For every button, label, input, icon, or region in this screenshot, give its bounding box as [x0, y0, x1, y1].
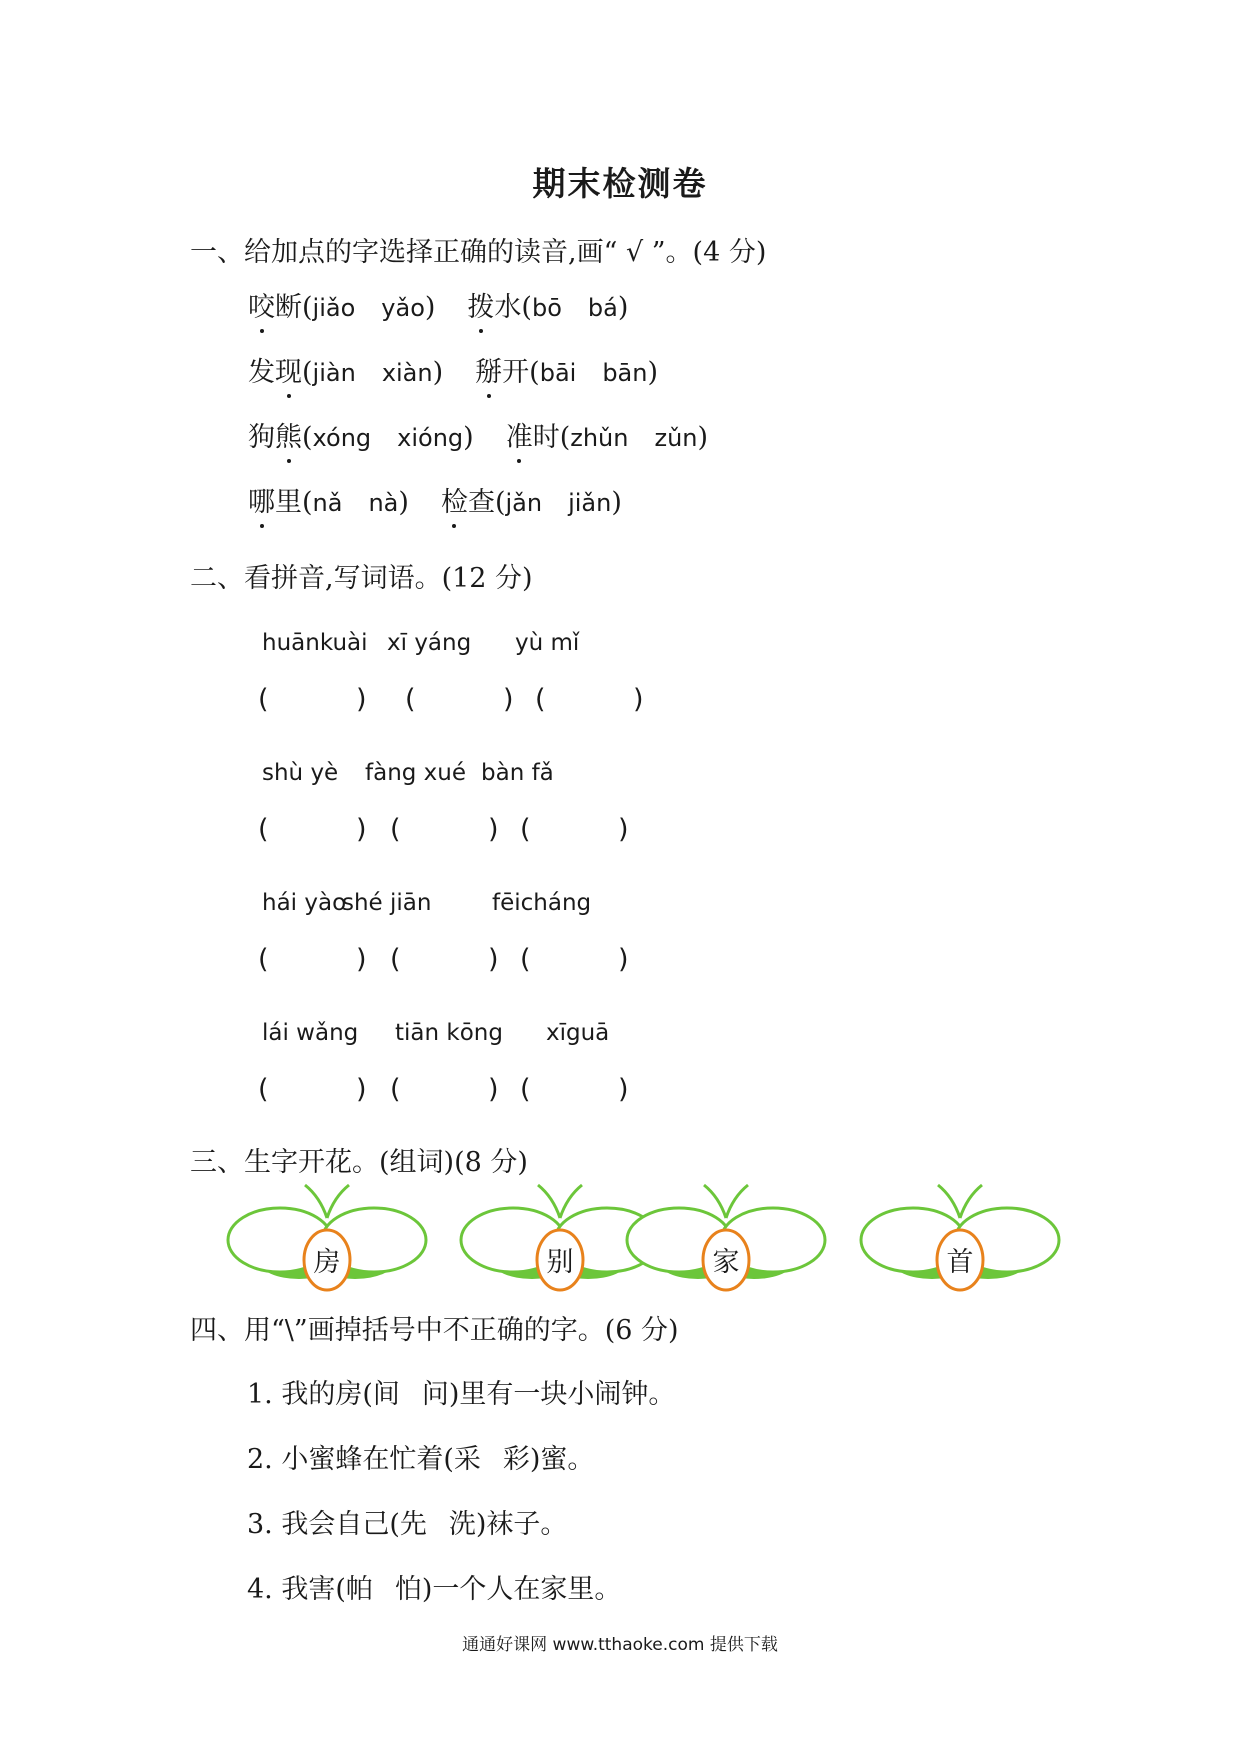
- q4-item-2: 2. 小蜜蜂在忙着(采 彩)蜜。: [247, 1444, 595, 1475]
- pinyin-word: hái yào: [262, 890, 347, 916]
- pinyin-word: bàn fǎ: [481, 760, 554, 786]
- q1-word: 准时: [505, 422, 560, 453]
- pinyin-word: shé jiān: [342, 890, 432, 916]
- pinyin-word: lái wǎng: [262, 1020, 359, 1046]
- flower-1: [228, 1185, 426, 1290]
- flower-4: [861, 1185, 1059, 1290]
- q1-row-1: 咬断(jiǎo yǎo) 拨水(bō bá): [248, 292, 629, 323]
- pinyin-word: tiān kōng: [395, 1020, 503, 1046]
- q4-item-4: 4. 我害(帕 怕)一个人在家里。: [247, 1574, 622, 1605]
- q2-heading: 二、看拼音,写词语。(12 分): [190, 563, 533, 594]
- q1-word: 狗熊: [248, 422, 302, 453]
- q1-word: 咬断: [248, 292, 302, 323]
- flower-char: 别: [546, 1247, 574, 1278]
- footer-source: 通通好课网 www.tthaoke.com 提供下载: [462, 1635, 778, 1655]
- flower-char: 房: [313, 1247, 341, 1278]
- pinyin-word: yù mǐ: [515, 630, 580, 656]
- flower-char: 首: [946, 1247, 974, 1278]
- q1-word: 掰开: [475, 357, 530, 388]
- q1-word: 拨水: [467, 292, 522, 323]
- pinyin-word: fēicháng: [492, 890, 592, 916]
- pinyin-word: xī yáng: [387, 630, 472, 656]
- q4-item-3: 3. 我会自己(先 洗)袜子。: [247, 1509, 568, 1540]
- q1-row-4: 哪里(nǎ nà) 检查(jǎn jiǎn): [248, 487, 622, 518]
- pinyin-word: huānkuài: [262, 630, 368, 656]
- q1-word: 哪里: [248, 487, 302, 518]
- page-title: 期末检测卷: [532, 164, 708, 203]
- flower-3: [627, 1185, 825, 1290]
- q4-heading: 四、用“\”画掉括号中不正确的字。(6 分): [190, 1315, 679, 1346]
- q1-heading: 一、给加点的字选择正确的读音,画“ √ ”。(4 分): [190, 237, 767, 268]
- pinyin-word: shù yè: [262, 760, 339, 786]
- q1-row-3: 狗熊(xóng xióng) 准时(zhǔn zǔn): [248, 422, 709, 453]
- flower-char: 家: [712, 1247, 740, 1278]
- pinyin-word: fàng xué: [365, 760, 467, 786]
- q1-word: 发现: [248, 357, 302, 388]
- q3-heading: 三、生字开花。(组词)(8 分): [190, 1147, 528, 1178]
- character-flowers: [0, 1183, 1240, 1303]
- q4-item-1: 1. 我的房(间 问)里有一块小闹钟。: [247, 1379, 676, 1410]
- pinyin-word: xīguā: [546, 1020, 610, 1046]
- q1-row-2: 发现(jiàn xiàn) 掰开(bāi bān): [248, 357, 659, 388]
- q1-word: 检查: [440, 487, 495, 518]
